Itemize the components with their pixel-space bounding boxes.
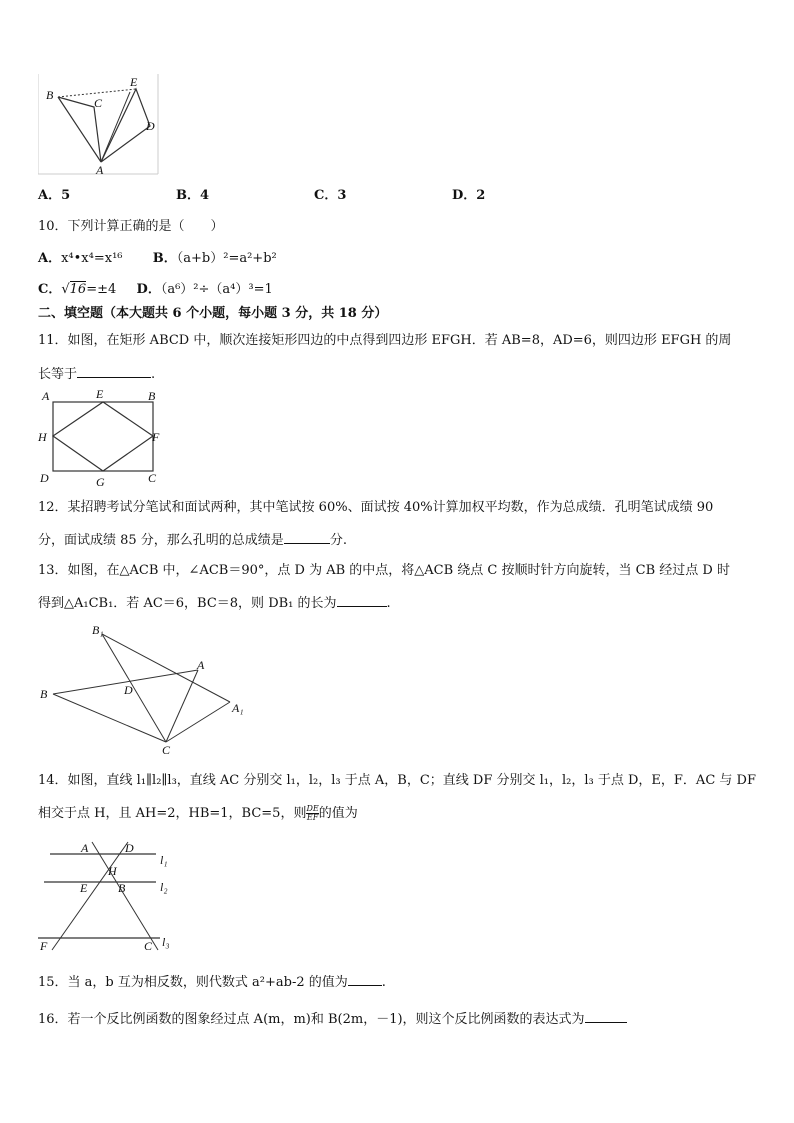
q13-label-a1: A₁ — [232, 701, 244, 715]
q11-label-g: G — [96, 475, 105, 489]
q14-label-l1: l₁ — [160, 853, 168, 867]
q10-stem: 10．下列计算正确的是（ ） — [38, 219, 224, 234]
q13-line2: 得到△A₁CB₁．若 AC＝6，BC＝8，则 DB₁ 的长为 . — [38, 596, 391, 611]
q14-label-e: E — [80, 881, 88, 895]
q16-line: 16．若一个反比例函数的图象经过点 A(m，m)和 B(2m，－1)，则这个反比例函数的表达式为 — [38, 1010, 627, 1028]
q14-line1: 14．如图，直线 l₁∥l₂∥l₃，直线 AC 分别交 l₁，l₂，l₃ 于点 A，B，C；直线 DF 分别交 l₁，l₂，l₃ 于点 D，E，F．AC 与 DF — [38, 773, 756, 788]
q11-line1: 11．如图，在矩形 ABCD 中，顺次连接矩形四边的中点得到四边形 EFGH．若 AB=8，AD=6，则四边形 EFGH 的周 — [38, 333, 732, 348]
q11-line2: 长等于 . — [38, 367, 156, 382]
q9-label-a: A — [96, 163, 104, 177]
q14-label-l3: l₃ — [162, 935, 170, 949]
section-heading: 二、填空题（本大题共 6 个小题，每小题 3 分，共 18 分） — [38, 306, 388, 321]
q14-label-h: H — [108, 864, 117, 878]
q9-figure — [38, 74, 162, 182]
q11-label-d: D — [40, 471, 49, 485]
q9-option-b: B．4 — [176, 188, 210, 203]
q16-answer-blank[interactable] — [585, 1010, 627, 1023]
q9-label-d: D — [146, 119, 155, 133]
q12-answer-blank[interactable] — [284, 531, 330, 544]
q9-label-b: B — [46, 88, 54, 102]
q10-option-b: （a+b）²=a²+b² — [176, 251, 277, 266]
q9-label-e: E — [130, 75, 138, 89]
q9-option-d: D．2 — [452, 188, 486, 203]
q10-option-a: x⁴•x⁴=x¹⁶ — [61, 251, 123, 266]
q12-line2: 分，面试成绩 85 分，那么孔明的总成绩是 分. — [38, 533, 347, 548]
q13-label-c: C — [162, 743, 171, 756]
q10-option-c-radicand: 16 — [69, 282, 87, 297]
q14-label-c: C — [144, 939, 153, 953]
q12-line1: 12．某招聘考试分笔试和面试两种，其中笔试按 60%、面试按 40%计算加权平均数，作为总成绩．孔明笔试成绩 90 — [38, 500, 714, 515]
q14-label-l2: l₂ — [160, 880, 168, 894]
q13-label-b1: B₁ — [92, 623, 104, 637]
q13-line1: 13．如图，在△ACB 中，∠ACB＝90°，点 D 为 AB 的中点，将△ACB 绕点 C 按顺时针方向旋转，当 CB 经过点 D 时 — [38, 563, 730, 578]
q14-label-f: F — [40, 939, 48, 953]
q14-fraction: $\frac{DE}{EF}$ — [306, 804, 319, 822]
q9-label-c: C — [94, 96, 103, 110]
q13-label-a: A — [197, 658, 205, 672]
q14-label-b: B — [118, 881, 126, 895]
q9-option-c: C．3 — [314, 188, 347, 203]
q9-option-a: A．5 — [38, 188, 71, 203]
q14-figure — [36, 836, 186, 960]
q11-label-b: B — [148, 389, 156, 403]
q10-option-c: =±4 — [86, 282, 117, 297]
q11-label-h: H — [38, 430, 47, 444]
q10-option-d: （a⁶）²÷（a⁴）³=1 — [160, 282, 273, 297]
q14-line2: 相交于点 H，且 AH=2，HB=1，BC=5，则 $\frac{DE}{EF}$ 的值为 — [38, 804, 358, 822]
q15-answer-blank[interactable] — [348, 973, 382, 986]
q11-label-f: F — [152, 430, 160, 444]
q13-label-b: B — [40, 687, 48, 701]
q11-answer-blank[interactable] — [77, 365, 151, 378]
q13-label-d: D — [124, 683, 133, 697]
q14-label-d: D — [125, 841, 134, 855]
q15-line: 15．当 a，b 互为相反数，则代数式 a²+ab-2 的值为 . — [38, 975, 386, 990]
q14-label-a: A — [81, 841, 89, 855]
q13-figure — [36, 622, 252, 760]
q11-label-c: C — [148, 471, 157, 485]
q10-options-ab: A．x⁴•x⁴=x¹⁶ B．（a+b）²=a²+b² — [38, 251, 277, 266]
q11-label-a: A — [42, 389, 50, 403]
q10-options-cd: C．√16=±4 D．（a⁶）²÷（a⁴）³=1 — [38, 282, 273, 297]
q11-figure — [36, 386, 166, 494]
q11-label-e: E — [96, 387, 104, 401]
q13-answer-blank[interactable] — [337, 594, 387, 607]
